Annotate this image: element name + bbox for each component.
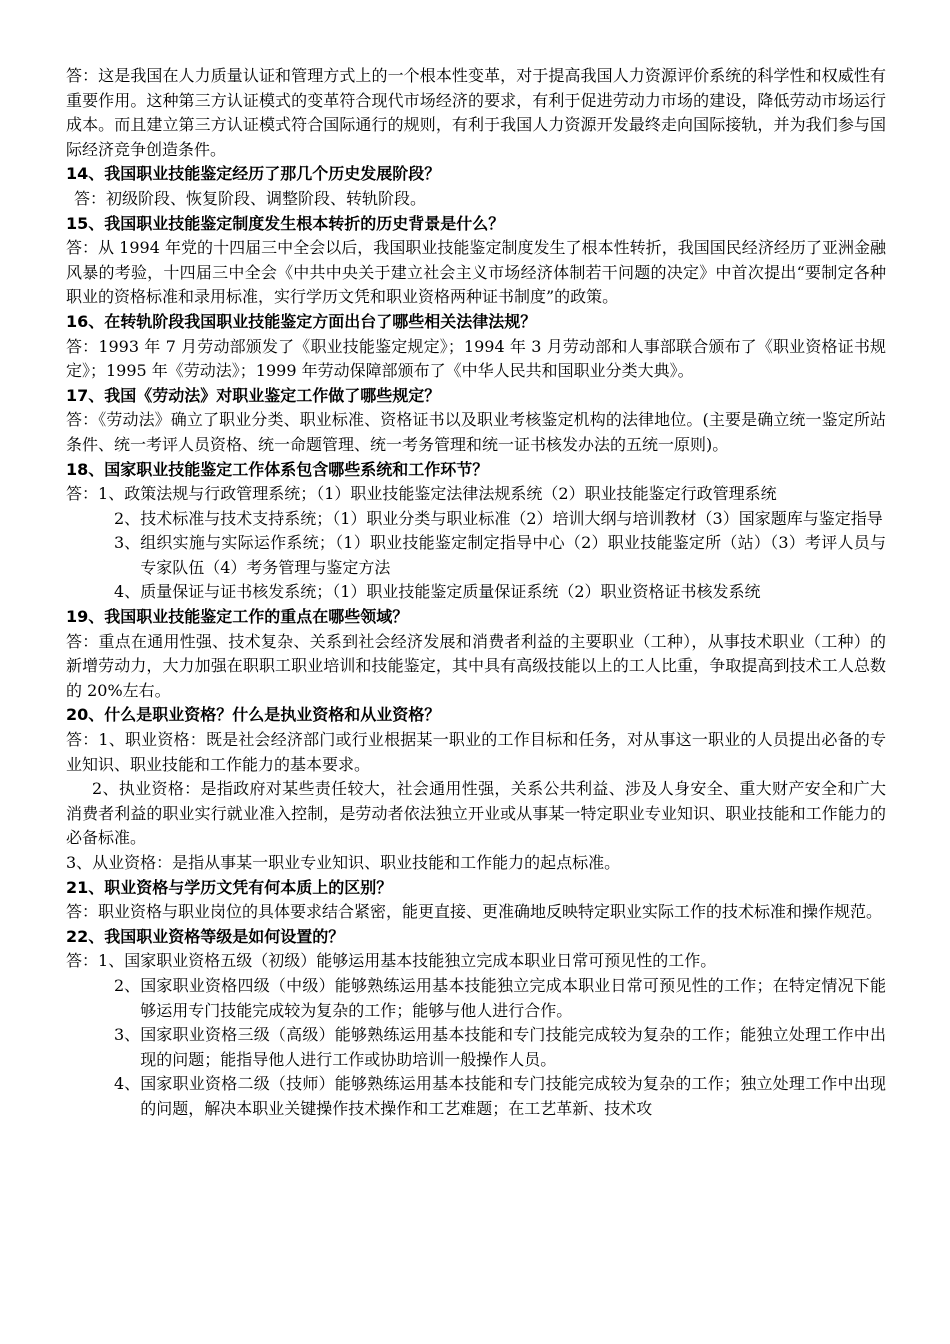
answer-20-part-3: 3、从业资格：是指从事某一职业专业知识、职业技能和工作能力的起点标准。: [66, 853, 621, 872]
document-page: [66, 64, 886, 1122]
answer-21: 答：职业资格与职业岗位的具体要求结合紧密，能更直接、更准确地反映特定职业实际工作的技术标准和操作规范。: [66, 902, 883, 922]
question-22: 22、我国职业资格等级是如何设置的？: [66, 926, 345, 946]
answer-20-part-2: 2、执业资格：是指政府对某些责任较大，社会通用性强，关系公共利益、涉及人身安全、重大财产安全和广大消费者利益的职业实行就业准入控制，是劳动者依法独立开业或从事某一特定职业专业知识、职业技能和工作能力的必备标准。: [66, 779, 886, 848]
answer-16: 答：1993 年 7 月劳动部颁发了《职业技能鉴定规定》；1994 年 3 月劳动部和人事部联合颁布了《职业资格证书规定》；1995 年《劳动法》；1999 年劳动保障部颁布了《中华人民共和国职业分类大典》。: [66, 336, 886, 381]
item-number: 4、: [114, 582, 141, 602]
answer-15: 答：从 1994 年党的十四届三中全会以后，我国职业技能鉴定制度发生了根本性转折，我国国民经济经历了亚洲金融风暴的考验，十四届三中全会《中共中央关于建立社会主义市场经济体制若干问题的决定》中首次提出“要制定各种职业的资格标准和录用标准，实行学历文凭和职业资格两种证书制度”的政策。: [66, 238, 886, 307]
answer-17: 答：《劳动法》确立了职业分类、职业标准、资格证书以及职业考核鉴定机构的法律地位。(主要是确立统一鉴定所站条件、统一考评人员资格、统一命题管理、统一考务管理和统一证书核发办法的五统一原则)。: [66, 410, 886, 454]
list-item: [114, 507, 886, 532]
item-number: 2、: [114, 508, 141, 528]
item-text: 国家职业资格二级（技师）能够熟练运用基本技能和专门技能完成较为复杂的工作；独立处理工作中出现的问题，解决本职业关键操作技术操作和工艺难题；在工艺革新、技术攻: [140, 1074, 886, 1118]
item-text: 技术标准与技术支持系统；（1）职业分类与职业标准（2）培训大纲与培训教材（3）国家题库与鉴定指导: [140, 508, 883, 528]
question-20: 20、什么是职业资格？什么是执业资格和从业资格？: [66, 705, 441, 725]
answer-13: 答：这是我国在人力质量认证和管理方式上的一个根本性变革，对于提高我国人力资源评价系统的科学性和权威性有重要作用。这种第三方认证模式的变革符合现代市场经济的要求，有利于促进劳动力市场的建设，降低劳动市场运行成本。而且建立第三方认证模式符合国际通行的规则，有利于我国人力资源开发最终走向国际接轨，并为我们参与国际经济竞争创造条件。: [66, 66, 886, 159]
answer-lead: 答：: [66, 484, 99, 504]
item-number: 2、: [114, 975, 141, 995]
item-number: 1、: [98, 951, 125, 971]
list-item: [114, 1072, 886, 1121]
answer-22: [66, 949, 886, 1121]
item-number: 3、: [114, 1025, 141, 1045]
answer-19: 答：重点在通用性强、技术复杂、关系到社会经济发展和消费者利益的主要职业（工种），从事技术职业（工种）的新增劳动力，大力加强在职职工职业培训和技能鉴定，其中具有高级技能以上的工人比重，争取提高到技术工人总数的 20%左右。: [66, 631, 886, 700]
answer-lead: 答：: [66, 951, 99, 971]
question-19: 19、我国职业技能鉴定工作的重点在哪些领域？: [66, 607, 409, 627]
item-text: 国家职业资格五级（初级）能够运用基本技能独立完成本职业日常可预见性的工作。: [124, 951, 717, 971]
item-text: 质量保证与证书核发系统；（1）职业技能鉴定质量保证系统（2）职业资格证书核发系统: [140, 582, 761, 602]
item-text: 国家职业资格三级（高级）能够熟练运用基本技能和专门技能完成较为复杂的工作；能独立处理工作中出现的问题；能指导他人进行工作或协助培训一般操作人员。: [140, 1025, 886, 1069]
item-number: 3、: [114, 533, 141, 553]
question-21: 21、职业资格与学历文凭有何本质上的区别？: [66, 877, 393, 897]
answer-20-part-1: 答：1、职业资格：既是社会经济部门或行业根据某一职业的工作目标和任务，对从事这一职业的人员提出必备的专业知识、职业技能和工作能力的基本要求。: [66, 730, 886, 774]
answer-18: [66, 482, 886, 605]
answer-14: 答：初级阶段、恢复阶段、调整阶段、转轨阶段。: [74, 188, 427, 208]
question-14: 14、我国职业技能鉴定经历了那几个历史发展阶段？: [66, 164, 441, 184]
item-number: 1、: [98, 484, 125, 504]
list-item: [114, 531, 886, 580]
list-item: [114, 580, 886, 605]
item-text: 国家职业资格四级（中级）能够熟练运用基本技能独立完成本职业日常可预见性的工作；在特定情况下能够运用专门技能完成较为复杂的工作；能够与他人进行合作。: [140, 975, 886, 1020]
list-item: [114, 974, 886, 1023]
list-item: [114, 1023, 886, 1072]
list-item: [66, 949, 886, 974]
question-16: 16、在转轨阶段我国职业技能鉴定方面出台了哪些相关法律法规？: [66, 311, 537, 331]
list-item: [66, 482, 886, 507]
item-text: 政策法规与行政管理系统；（1）职业技能鉴定法律法规系统（2）职业技能鉴定行政管理系统: [124, 484, 777, 504]
question-15: 15、我国职业技能鉴定制度发生根本转折的历史背景是什么？: [66, 213, 505, 233]
question-17: 17、我国《劳动法》对职业鉴定工作做了哪些规定？: [66, 385, 441, 405]
item-text: 组织实施与实际运作系统；（1）职业技能鉴定制定指导中心（2）职业技能鉴定所（站）（3）考评人员与专家队伍（4）考务管理与鉴定方法: [140, 533, 886, 577]
question-18: 18、国家职业技能鉴定工作体系包含哪些系统和工作环节？: [66, 459, 489, 479]
item-number: 4、: [114, 1074, 141, 1094]
